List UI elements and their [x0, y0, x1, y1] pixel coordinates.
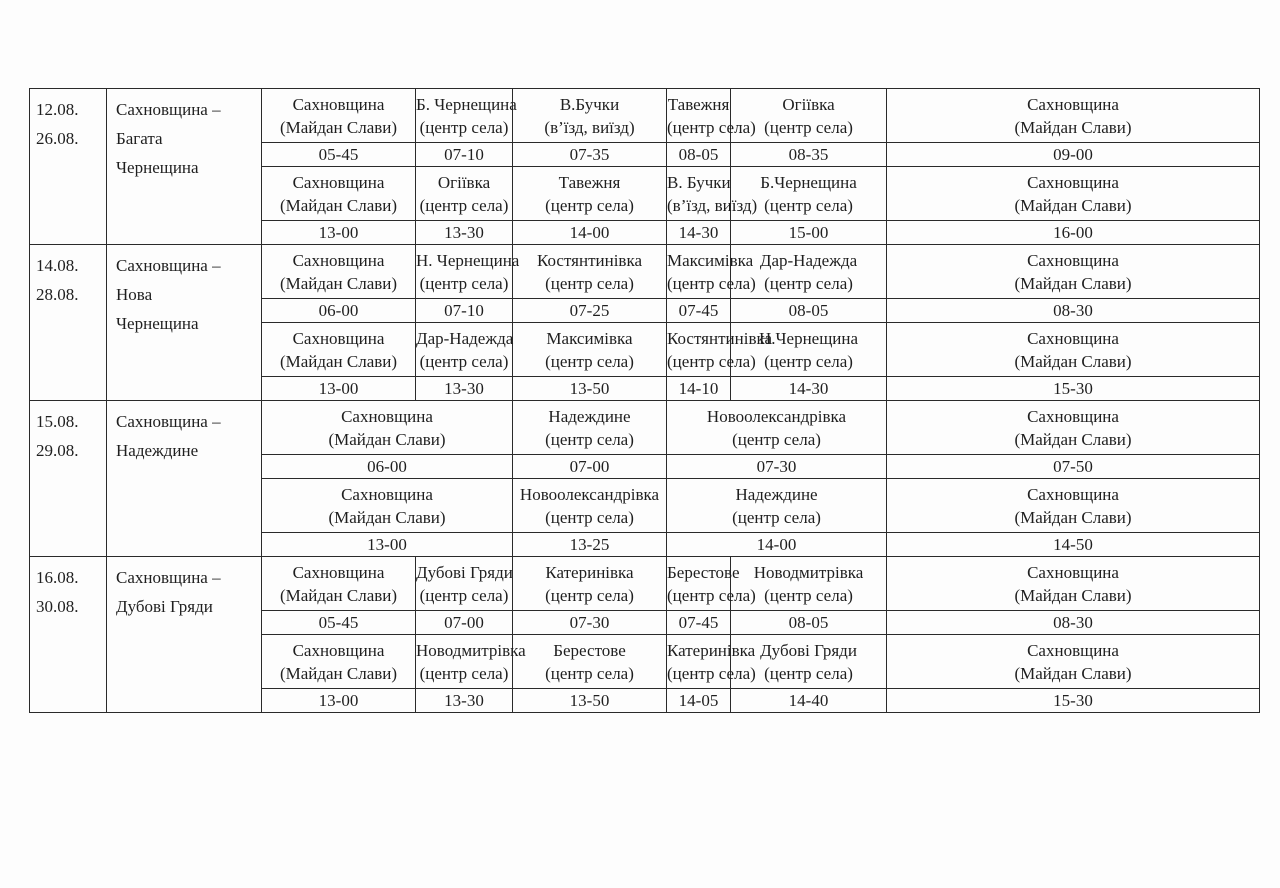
stop-place: (Майдан Слави)	[279, 273, 398, 293]
departure-time: 08-30	[887, 611, 1260, 635]
stop-name: Сахновщина	[1027, 250, 1119, 270]
stop-place: (Майдан Слави)	[1014, 273, 1132, 293]
stop-place: (центр села)	[419, 195, 509, 215]
route-name	[107, 557, 262, 713]
departure-time: 14-05	[667, 689, 731, 713]
stop-name: Тавежня	[667, 94, 730, 114]
date-line: 30.08.	[36, 597, 79, 616]
stop-place: (центр села)	[667, 663, 756, 683]
departure-time: 07-10	[416, 299, 513, 323]
stop-name: Сахновщина	[292, 250, 385, 270]
stop-name: Максимівка	[667, 250, 754, 270]
stop-place: (центр села)	[667, 351, 756, 371]
stop-name: Сахновщина	[1027, 484, 1119, 504]
departure-time: 07-00	[416, 611, 513, 635]
departure-time: 07-35	[513, 143, 667, 167]
stop-cell	[513, 557, 667, 611]
stop-cell	[262, 323, 416, 377]
departure-time: 07-30	[513, 611, 667, 635]
stop-name: Костянтинівка	[537, 250, 643, 270]
route-dates	[30, 245, 107, 401]
stop-place: (центр села)	[764, 117, 853, 137]
stop-place: (Майдан Слави)	[1014, 507, 1132, 527]
stop-name: Новодмитрівка	[416, 640, 526, 660]
departure-time: 14-40	[731, 689, 887, 713]
stop-row	[30, 557, 1260, 611]
stop-name: Катеринівка	[545, 562, 634, 582]
stop-place: (Майдан Слави)	[279, 195, 398, 215]
stop-place: (Майдан Слави)	[279, 585, 398, 605]
stop-place: (центр села)	[667, 117, 756, 137]
stop-place: (Майдан Слави)	[328, 507, 446, 527]
stop-place: (центр села)	[764, 351, 853, 371]
departure-time: 06-00	[262, 455, 513, 479]
stop-place: (в’їзд, виїзд)	[544, 117, 635, 137]
stop-place: (Майдан Слави)	[1014, 117, 1132, 137]
stop-cell	[887, 245, 1260, 299]
stop-name: Б.Чернещина	[760, 172, 857, 192]
stop-name: Сахновщина	[1027, 328, 1119, 348]
stop-name: Сахновщина	[292, 172, 385, 192]
date-line: 15.08.	[36, 412, 79, 431]
stop-row	[30, 89, 1260, 143]
departure-time: 05-45	[262, 611, 416, 635]
stop-cell	[887, 323, 1260, 377]
stop-name: Надеждине	[548, 406, 631, 426]
departure-time: 07-00	[513, 455, 667, 479]
stop-place: (центр села)	[545, 195, 634, 215]
route-name-line: Сахновщина –	[116, 256, 221, 275]
route-name-line: Нова	[116, 285, 153, 304]
stop-place: (центр села)	[764, 663, 853, 683]
stop-cell	[416, 323, 513, 377]
stop-cell	[513, 401, 667, 455]
stop-name: Н. Чернещина	[416, 250, 520, 270]
departure-time: 14-00	[513, 221, 667, 245]
stop-place: (центр села)	[764, 195, 853, 215]
stop-place: (центр села)	[419, 663, 509, 683]
route-dates	[30, 557, 107, 713]
stop-cell	[262, 245, 416, 299]
stop-place: (центр села)	[667, 273, 756, 293]
stop-place: (Майдан Слави)	[1014, 585, 1132, 605]
stop-name: Новоолександрівка	[519, 484, 660, 504]
stop-name: Б. Чернещина	[416, 94, 517, 114]
stop-name: Дубові Гряди	[416, 562, 513, 582]
stop-name: Н.Чернещина	[758, 328, 859, 348]
stop-name: Берестове	[553, 640, 626, 660]
date-line: 26.08.	[36, 129, 79, 148]
stop-place: (центр села)	[545, 507, 634, 527]
stop-place: (центр села)	[419, 585, 509, 605]
stop-place: (Майдан Слави)	[1014, 351, 1132, 371]
stop-cell	[667, 401, 887, 455]
departure-time: 15-30	[887, 377, 1260, 401]
departure-time: 13-50	[513, 689, 667, 713]
stop-place: (центр села)	[764, 585, 853, 605]
stop-name: Сахновщина	[292, 640, 385, 660]
stop-cell	[667, 635, 756, 689]
stop-name: Сахновщина	[292, 562, 385, 582]
route-name-line: Сахновщина –	[116, 100, 221, 119]
stop-place: (центр села)	[545, 663, 634, 683]
stop-place: (центр села)	[732, 429, 821, 449]
stop-place: (центр села)	[667, 585, 756, 605]
route-name	[107, 89, 262, 245]
departure-time: 08-05	[731, 299, 887, 323]
date-line: 29.08.	[36, 441, 79, 460]
stop-row	[30, 401, 1260, 455]
stop-name: Сахновщина	[292, 328, 385, 348]
stop-cell	[667, 323, 773, 377]
stop-cell	[513, 635, 667, 689]
stop-name: Сахновщина	[341, 406, 433, 426]
stop-name: Сахновщина	[341, 484, 433, 504]
departure-time: 13-50	[513, 377, 667, 401]
departure-time: 13-00	[262, 533, 513, 557]
stop-cell	[513, 89, 667, 143]
stop-name: Дар-Надежда	[759, 250, 858, 270]
departure-time: 05-45	[262, 143, 416, 167]
departure-time: 07-45	[667, 611, 731, 635]
route-name-line: Сахновщина –	[116, 568, 221, 587]
route-name-line: Багата	[116, 129, 163, 148]
stop-place: (центр села)	[764, 273, 853, 293]
stop-cell	[887, 479, 1260, 533]
stop-name: Дар-Надежда	[416, 328, 514, 348]
departure-time: 13-00	[262, 377, 416, 401]
departure-time: 08-05	[731, 611, 887, 635]
schedule-body	[30, 89, 1260, 713]
date-line: 12.08.	[36, 100, 79, 119]
departure-time: 15-00	[731, 221, 887, 245]
departure-time: 07-30	[667, 455, 887, 479]
stop-place: (в’їзд, виїзд)	[667, 195, 758, 215]
departure-time: 14-30	[667, 221, 731, 245]
stop-place: (Майдан Слави)	[279, 351, 398, 371]
departure-time: 14-50	[887, 533, 1260, 557]
departure-time: 07-10	[416, 143, 513, 167]
stop-name: Костянтинівка	[667, 328, 773, 348]
stop-place: (центр села)	[545, 585, 634, 605]
route-name-line: Сахновщина –	[116, 412, 221, 431]
route-name-line: Надеждине	[116, 441, 199, 460]
stop-cell	[667, 557, 756, 611]
route-dates	[30, 89, 107, 245]
stop-name: Огіївка	[437, 172, 491, 192]
stop-cell	[416, 167, 513, 221]
departure-time: 08-35	[731, 143, 887, 167]
stop-place: (Майдан Слави)	[279, 117, 398, 137]
stop-cell	[887, 401, 1260, 455]
stop-name: Сахновщина	[1027, 406, 1119, 426]
stop-cell	[262, 557, 416, 611]
departure-time: 14-30	[731, 377, 887, 401]
stop-place: (центр села)	[419, 273, 509, 293]
stop-cell	[667, 89, 756, 143]
stop-name: Огіївка	[782, 94, 835, 114]
stop-cell	[887, 557, 1260, 611]
route-name	[107, 245, 262, 401]
stop-name: Сахновщина	[1027, 640, 1119, 660]
stop-name: Дубові Гряди	[760, 640, 857, 660]
stop-place: (Майдан Слави)	[1014, 429, 1132, 449]
route-name-line: Дубові Гряди	[116, 597, 213, 616]
departure-time: 09-00	[887, 143, 1260, 167]
route-dates	[30, 401, 107, 557]
stop-name: Новоолександрівка	[706, 406, 847, 426]
departure-time: 13-00	[262, 221, 416, 245]
stop-place: (центр села)	[419, 351, 509, 371]
departure-time: 07-50	[887, 455, 1260, 479]
route-name-line: Чернещина	[116, 314, 199, 333]
stop-name: Новодмитрівка	[753, 562, 864, 582]
stop-name: Сахновщина	[1027, 94, 1119, 114]
stop-cell	[887, 89, 1260, 143]
stop-place: (Майдан Слави)	[328, 429, 446, 449]
stop-cell	[513, 167, 667, 221]
stop-cell	[416, 245, 520, 299]
stop-name: Тавежня	[558, 172, 621, 192]
departure-time: 14-10	[667, 377, 731, 401]
stop-place: (Майдан Слави)	[1014, 195, 1132, 215]
stop-cell	[513, 245, 667, 299]
departure-time: 13-30	[416, 221, 513, 245]
departure-time: 07-25	[513, 299, 667, 323]
stop-cell	[262, 89, 416, 143]
date-line: 14.08.	[36, 256, 79, 275]
departure-time: 15-30	[887, 689, 1260, 713]
departure-time: 08-30	[887, 299, 1260, 323]
stop-cell	[262, 635, 416, 689]
stop-cell	[513, 323, 667, 377]
departure-time: 08-05	[667, 143, 731, 167]
stop-cell	[262, 167, 416, 221]
stop-cell	[416, 89, 517, 143]
stop-cell	[667, 479, 887, 533]
stop-name: В.Бучки	[559, 94, 620, 114]
stop-cell	[667, 245, 756, 299]
stop-place: (центр села)	[545, 429, 634, 449]
stop-cell	[887, 635, 1260, 689]
date-line: 16.08.	[36, 568, 79, 587]
stop-cell	[513, 479, 667, 533]
departure-time: 07-45	[667, 299, 731, 323]
departure-time: 13-25	[513, 533, 667, 557]
stop-name: Максимівка	[546, 328, 633, 348]
stop-cell	[262, 401, 513, 455]
stop-name: Надеждине	[735, 484, 818, 504]
stop-place: (Майдан Слави)	[279, 663, 398, 683]
departure-time: 13-00	[262, 689, 416, 713]
stop-cell	[416, 557, 513, 611]
route-name	[107, 401, 262, 557]
stop-name: Берестове	[667, 562, 740, 582]
stop-place: (центр села)	[545, 351, 634, 371]
departure-time: 16-00	[887, 221, 1260, 245]
stop-cell	[667, 167, 758, 221]
route-name-line: Чернещина	[116, 158, 199, 177]
stop-name: Сахновщина	[1027, 172, 1119, 192]
departure-time: 13-30	[416, 377, 513, 401]
stop-cell	[887, 167, 1260, 221]
stop-cell	[262, 479, 513, 533]
bus-schedule-table	[29, 88, 1260, 713]
stop-name: Катеринівка	[667, 640, 756, 660]
stop-place: (центр села)	[732, 507, 821, 527]
stop-name: В. Бучки	[667, 172, 731, 192]
departure-time: 13-30	[416, 689, 513, 713]
departure-time: 06-00	[262, 299, 416, 323]
stop-name: Сахновщина	[292, 94, 385, 114]
stop-name: Сахновщина	[1027, 562, 1119, 582]
departure-time: 14-00	[667, 533, 887, 557]
stop-cell	[416, 635, 526, 689]
stop-place: (Майдан Слави)	[1014, 663, 1132, 683]
date-line: 28.08.	[36, 285, 79, 304]
stop-place: (центр села)	[419, 117, 509, 137]
stop-row	[30, 245, 1260, 299]
stop-place: (центр села)	[545, 273, 634, 293]
